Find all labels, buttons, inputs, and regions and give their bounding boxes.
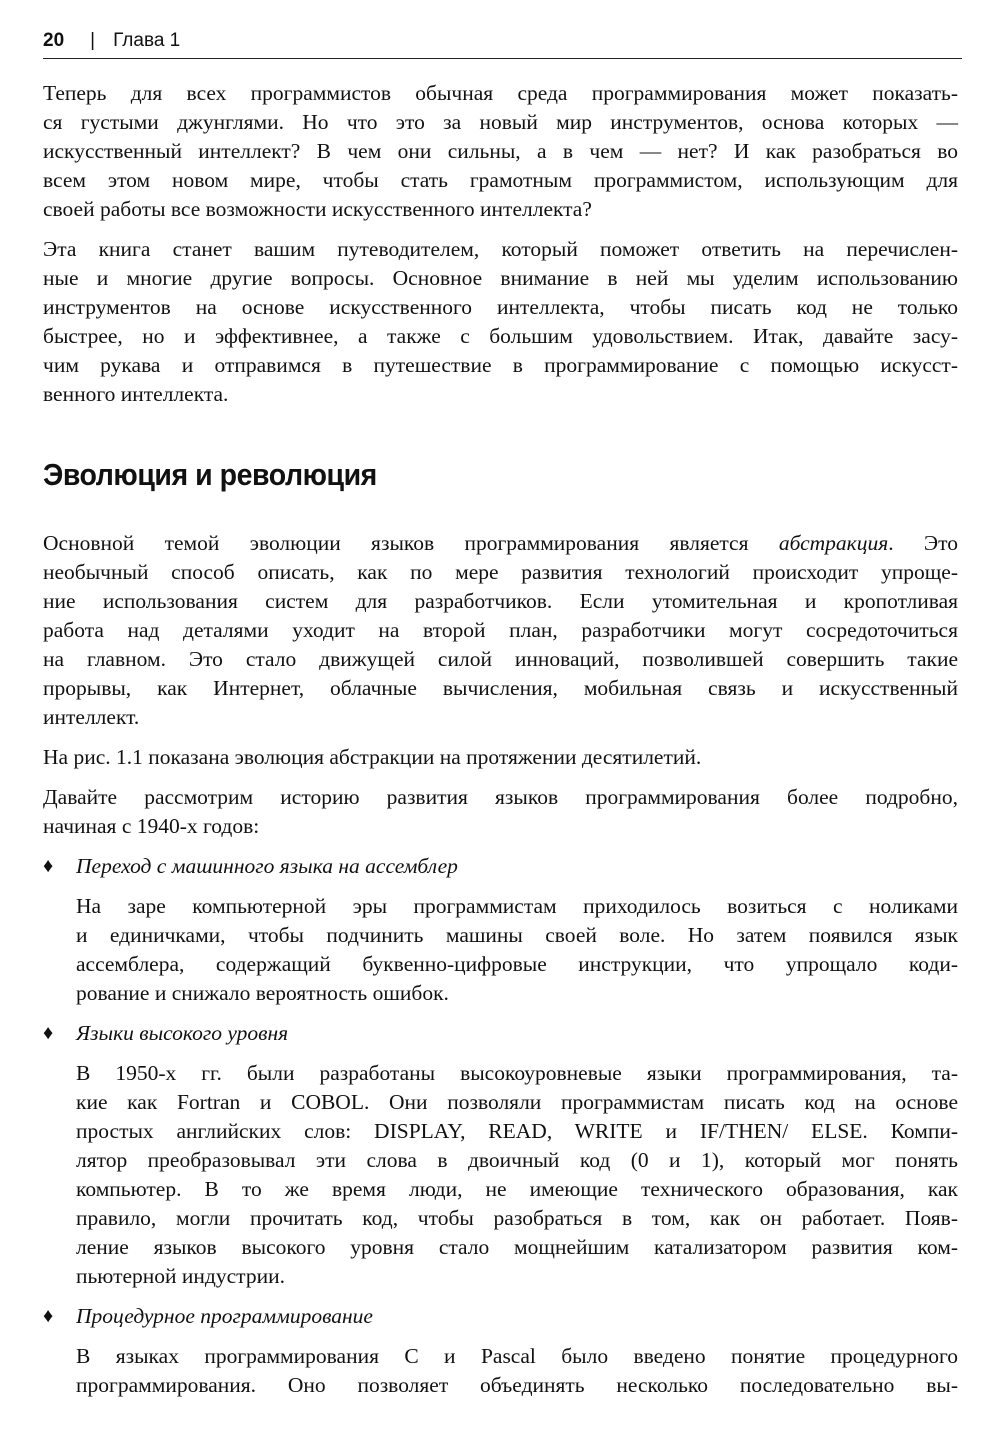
text-line: чим рукава и отправимся в путешествие в программирование с помощью искусст- [43, 353, 958, 377]
text-line: интеллект. [43, 705, 140, 729]
intro-section [43, 79, 958, 409]
paragraph [43, 783, 958, 841]
diamond-bullet-icon: ♦ [43, 1305, 54, 1327]
text-line: компьютер. В то же время люди, не имеющие технического образования, как [76, 1177, 958, 1201]
section-heading: Эволюция и революция [43, 457, 377, 492]
paragraph [43, 743, 958, 772]
header-separator: | [90, 30, 96, 51]
text-line: быстрее, но и эффективнее, а также с большим удовольствием. Итак, давайте засу- [43, 324, 958, 348]
text-line: венного интеллекта. [43, 382, 229, 406]
text-line: необычный способ описать, как по мере развития технологий происходит упроще- [43, 560, 958, 584]
text-line: ние использования систем для разработчиков. Если утомительная и кропотливая [43, 589, 958, 613]
page-number: 20 [43, 30, 65, 51]
text-line: кие как Fortran и COBOL. Они позволяли программистам писать код на основе [76, 1090, 958, 1114]
text-line: прорывы, как Интернет, облачные вычисления, мобильная связь и искусственный [43, 676, 958, 700]
bullet-title: Языки высокого уровня [76, 1021, 289, 1045]
bullet-list [43, 852, 958, 1400]
paragraph [76, 1059, 958, 1291]
text-line: простых английских слов: DISPLAY, READ, WRITE и IF/THEN/ ELSE. Компи- [76, 1119, 958, 1143]
text-line: начиная с 1940-х годов: [43, 814, 260, 838]
text-line: лятор преобразовывал эти слова в двоичный код (0 и 1), который мог понять [76, 1148, 958, 1172]
text-line: На рис. 1.1 показана эволюция абстракции на протяжении десятилетий. [43, 745, 702, 769]
text-line: на главном. Это стало движущей силой инноваций, позволившей совершить такие [43, 647, 958, 671]
bullet-title: Процедурное программирование [76, 1304, 373, 1328]
text-line: Эта книга станет вашим путеводителем, который поможет ответить на перечислен- [43, 237, 958, 261]
paragraph [43, 529, 958, 732]
text-line: пьютерной индустрии. [76, 1264, 285, 1288]
diamond-bullet-icon: ♦ [43, 1022, 54, 1044]
text-line: правило, могли прочитать код, чтобы разобраться в том, как он работает. Появ- [76, 1206, 958, 1230]
text-line: ные и многие другие вопросы. Основное внимание в ней мы уделим использованию [43, 266, 958, 290]
text-line: своей работы все возможности искусственного интеллекта? [43, 197, 592, 221]
bullet-item [43, 1019, 958, 1048]
text-line: и единичками, чтобы подчинить машины своей воле. Но затем появился язык [76, 923, 958, 947]
emphasis-term: абстракция [778, 531, 889, 555]
text-line: искусственный интеллект? В чем они сильны, а в чем — нет? И как разобраться во [43, 139, 958, 163]
text-line: Давайте рассмотрим историю развития языков программирования более подробно, [43, 785, 958, 809]
text-line: На заре компьютерной эры программистам приходилось возиться с ноликами [76, 894, 958, 918]
text-line: В языках программирования C и Pascal было введено понятие процедурного [76, 1344, 958, 1368]
text-line: В 1950-х гг. были разработаны высокоуровневые языки программирования, та- [76, 1061, 958, 1085]
text-line: всем этом новом мире, чтобы стать грамотным программистом, использующим для [43, 168, 958, 192]
paragraph [43, 235, 958, 409]
bullet-item [43, 852, 958, 881]
bullet-item [43, 1302, 958, 1331]
chapter-title: Глава 1 [113, 30, 181, 51]
text-line: ся густыми джунглями. Но что это за новый мир инструментов, основа которых — [43, 110, 958, 134]
paragraph [76, 1342, 958, 1400]
text-line: программирования. Оно позволяет объединять несколько последовательно вы- [76, 1373, 958, 1397]
text-line: работа над деталями уходит на второй план, разработчики могут сосредоточиться [43, 618, 958, 642]
text-line: инструментов на основе искусственного интеллекта, чтобы писать код не только [43, 295, 958, 319]
paragraph [76, 892, 958, 1008]
text-line: Основной темой эволюции языков программирования является абстракция. Это [43, 531, 958, 555]
text-line: ление языков высокого уровня стало мощнейшим катализатором развития ком- [76, 1235, 958, 1259]
text-line: ассемблера, содержащий буквенно-цифровые инструкции, что упрощало коди- [76, 952, 958, 976]
text-line: рование и снижало вероятность ошибок. [76, 981, 449, 1005]
page-body [43, 79, 958, 1411]
diamond-bullet-icon: ♦ [43, 855, 54, 877]
paragraph [43, 79, 958, 224]
bullet-title: Переход с машинного языка на ассемблер [76, 854, 458, 878]
text-line: Теперь для всех программистов обычная среда программирования может показать- [43, 81, 958, 105]
page-header [43, 30, 962, 59]
